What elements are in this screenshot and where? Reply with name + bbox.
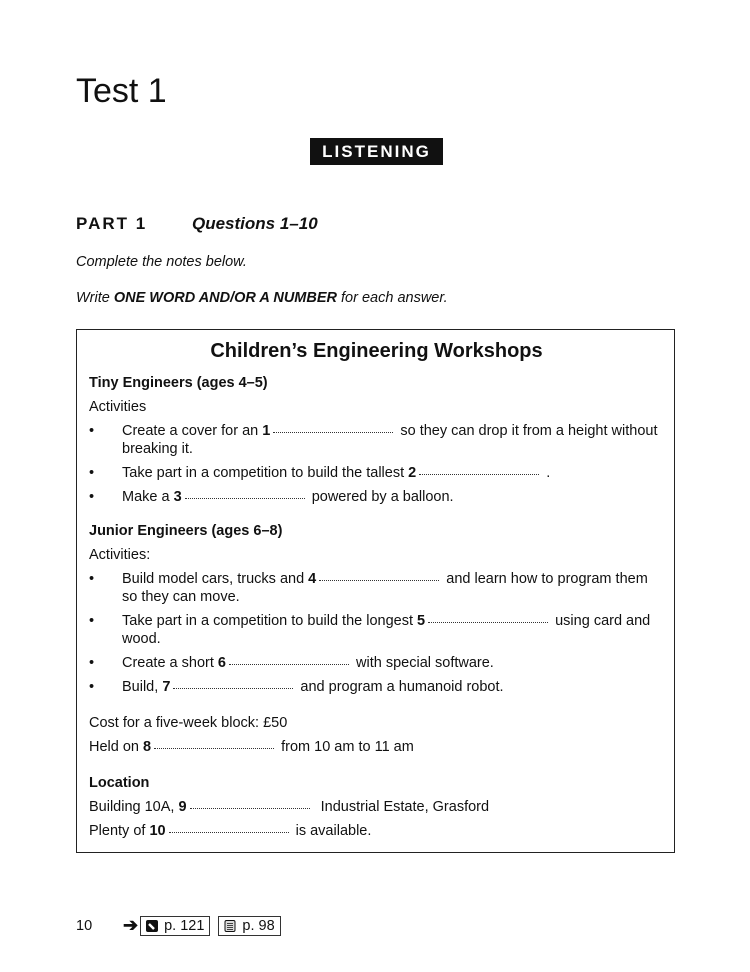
transcript-icon xyxy=(224,920,236,932)
answer-gap[interactable] xyxy=(273,432,393,433)
answer-gap[interactable] xyxy=(154,748,274,749)
ref-text: p. 98 xyxy=(242,917,275,934)
ref-text: p. 121 xyxy=(164,917,205,934)
answer-gap[interactable] xyxy=(419,474,539,475)
tiny-list xyxy=(89,422,664,506)
arrow-right-icon: ➔ xyxy=(123,915,139,935)
instruction-1: Complete the notes below. xyxy=(76,254,247,270)
instr-bold: ONE WORD AND/OR A NUMBER xyxy=(113,290,337,306)
list-item: • Create a cover for an 1 so they can drop it from a height without breaking it. xyxy=(89,423,658,457)
list-item: • Make a 3 powered by a balloon. xyxy=(89,489,454,505)
notes-heading: Children’s Engineering Workshops xyxy=(210,340,543,362)
junior-list xyxy=(89,570,664,696)
location-line-1: Building 10A, 9 Industrial Estate, Grasford xyxy=(89,799,490,815)
page-number: 10 xyxy=(76,917,93,934)
instr-text: Write xyxy=(76,290,114,306)
questions-range: Questions 1–10 xyxy=(192,214,318,233)
notes-box xyxy=(76,329,675,853)
answer-gap[interactable] xyxy=(190,808,310,809)
junior-heading: Junior Engineers (ages 6–8) xyxy=(89,523,283,539)
list-item: • Build model cars, trucks and 4 and learn how to program them so they can move. xyxy=(89,571,648,605)
part-heading xyxy=(76,214,318,234)
answer-key-icon xyxy=(146,920,158,932)
answer-gap[interactable] xyxy=(169,832,289,833)
held-line: Held on 8 from 10 am to 11 am xyxy=(89,739,414,755)
instruction-2 xyxy=(76,290,448,306)
cost-line: Cost for a five-week block: £50 xyxy=(89,715,288,731)
junior-sub: Activities: xyxy=(89,547,151,563)
section-label: LISTENING xyxy=(310,138,443,165)
list-item: • Build, 7 and program a humanoid robot. xyxy=(89,679,504,695)
location-heading: Location xyxy=(89,775,150,791)
answer-key-ref[interactable] xyxy=(140,916,210,936)
answer-gap[interactable] xyxy=(319,580,439,581)
footer xyxy=(76,915,289,936)
part-label: PART 1 xyxy=(76,214,148,233)
location-line-2: Plenty of 10 is available. xyxy=(89,823,372,839)
answer-gap[interactable] xyxy=(428,622,548,623)
page-title: Test 1 xyxy=(76,72,167,110)
list-item: • Create a short 6 with special software. xyxy=(89,655,494,671)
tiny-sub: Activities xyxy=(89,399,147,415)
answer-gap[interactable] xyxy=(229,664,349,665)
answer-gap[interactable] xyxy=(173,688,293,689)
tiny-heading: Tiny Engineers (ages 4–5) xyxy=(89,375,268,391)
list-item: • Take part in a competition to build the tallest 2 . xyxy=(89,465,551,481)
instr-text: for each answer. xyxy=(337,290,448,306)
transcript-ref[interactable] xyxy=(218,916,280,936)
list-item: • Take part in a competition to build the longest 5 using card and wood. xyxy=(89,613,651,647)
answer-gap[interactable] xyxy=(185,498,305,499)
